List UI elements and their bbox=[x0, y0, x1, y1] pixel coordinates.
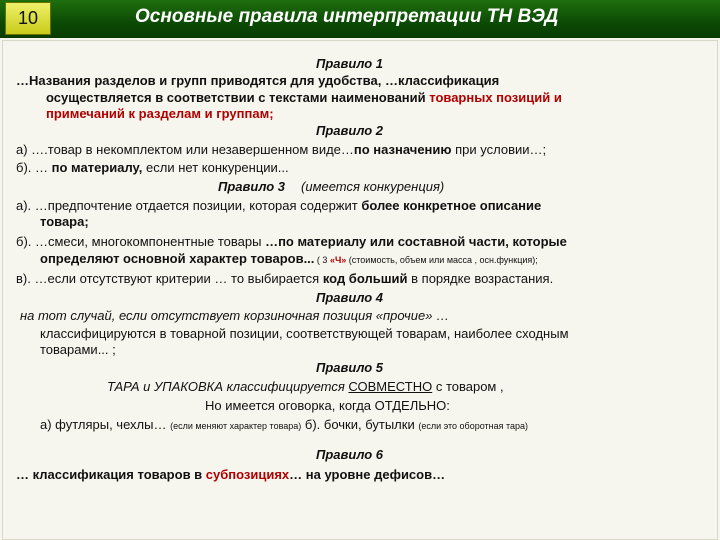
title-bar bbox=[0, 0, 720, 38]
rule5-line1-suffix: с товаром , bbox=[432, 379, 504, 394]
rule5-line2: Но имеется оговорка, когда ОТДЕЛЬНО: bbox=[205, 398, 450, 413]
rule3-item-a bbox=[16, 198, 541, 214]
rule5-heading: Правило 5 bbox=[316, 360, 384, 375]
rule5-line1-emph: СОВМЕСТНО bbox=[348, 379, 433, 394]
rule3-c-suffix: в порядке возрастания. bbox=[407, 271, 554, 286]
rule4-line2: классифицируются в товарной позиции, соответствующей товарам, наиболее сходным bbox=[40, 326, 569, 341]
rule6-line1-suffix: … на уровне дефисов… bbox=[289, 467, 446, 482]
rule3-b-note-text: (стоимость, объем или масса , осн.функция); bbox=[346, 255, 538, 265]
slide-number-badge bbox=[5, 2, 51, 35]
rule5-line3 bbox=[40, 417, 528, 434]
rule3-b-bold: …по материалу или составной части, которые bbox=[265, 234, 567, 249]
rule4-line3: товарами... ; bbox=[40, 342, 116, 357]
rule3-a-bold: более конкретное описание bbox=[361, 198, 542, 213]
rule3-item-c bbox=[16, 271, 553, 287]
rule2-a-text: а) ….товар в некомплектом или незавершенном виде… bbox=[16, 142, 354, 157]
rule3-heading-text: Правило 3 bbox=[218, 179, 286, 194]
rule3-a-text: а). …предпочтение отдается позиции, которая содержит bbox=[16, 198, 362, 213]
rule3-c-bold: код больший bbox=[322, 271, 408, 286]
rule1-line3: примечаний к разделам и группам; bbox=[46, 106, 274, 121]
rule1-line2 bbox=[46, 90, 562, 106]
rule2-heading: Правило 2 bbox=[316, 123, 384, 138]
rule2-item-a bbox=[16, 142, 546, 158]
rule6-heading: Правило 6 bbox=[316, 447, 384, 462]
rule4-heading: Правило 4 bbox=[316, 290, 384, 305]
rule3-b-line2 bbox=[40, 251, 538, 268]
rule3-item-b bbox=[16, 234, 567, 250]
rule1-line2-highlight: товарных позиций и bbox=[429, 90, 562, 105]
rule2-item-b bbox=[16, 160, 289, 176]
rule6-line1-highlight: субпозициях bbox=[205, 467, 290, 482]
rule1-line2-text: осуществляется в соответствии с текстами наименований bbox=[46, 90, 430, 105]
rule6-line1-text: … классификация товаров в bbox=[16, 467, 206, 482]
rule5-line3-note-a: (если меняют характер товара) bbox=[170, 421, 302, 431]
rule3-b-line2-text: определяют основной характер товаров... bbox=[40, 251, 315, 266]
slide-number: 10 bbox=[17, 8, 39, 28]
rule5-line3-note-b: (если это оборотная тара) bbox=[418, 421, 529, 431]
rule4-line1: на тот случай, если отсутствует корзиночная позиция «прочие» … bbox=[20, 308, 450, 323]
rule2-b-text: б). … bbox=[16, 160, 52, 175]
rule3-heading-note: (имеется конкуренция) bbox=[301, 179, 445, 194]
slide-title: Основные правила интерпретации ТН ВЭД bbox=[135, 6, 559, 27]
rule3-b-note-mark: «Ч» bbox=[329, 255, 347, 265]
rule5-line1-text: ТАРА и УПАКОВКА классифицируется bbox=[107, 379, 349, 394]
rule6-line1 bbox=[16, 467, 445, 483]
rule1-heading: Правило 1 bbox=[316, 56, 384, 71]
rule3-c-text: в). …если отсутствуют критерии … то выбирается bbox=[16, 271, 323, 286]
rule2-b-suffix: если нет конкуренции... bbox=[142, 160, 289, 175]
rule3-b-text: б). …смеси, многокомпонентные товары bbox=[16, 234, 266, 249]
rule3-heading bbox=[218, 179, 444, 195]
rule3-b-note-open: ( 3 bbox=[314, 255, 330, 265]
rule5-line3-b: б). бочки, бутылки bbox=[301, 417, 419, 432]
rule2-b-bold: по материалу, bbox=[51, 160, 143, 175]
rule5-line3-a: а) футляры, чехлы… bbox=[40, 417, 171, 432]
rule1-line1: …Названия разделов и групп приводятся для удобства, …классификация bbox=[16, 73, 500, 88]
rule3-a-line2: товара; bbox=[40, 214, 89, 229]
rule2-a-suffix: при условии…; bbox=[451, 142, 547, 157]
rule5-line1 bbox=[107, 379, 504, 395]
rule2-a-bold: по назначению bbox=[353, 142, 452, 157]
